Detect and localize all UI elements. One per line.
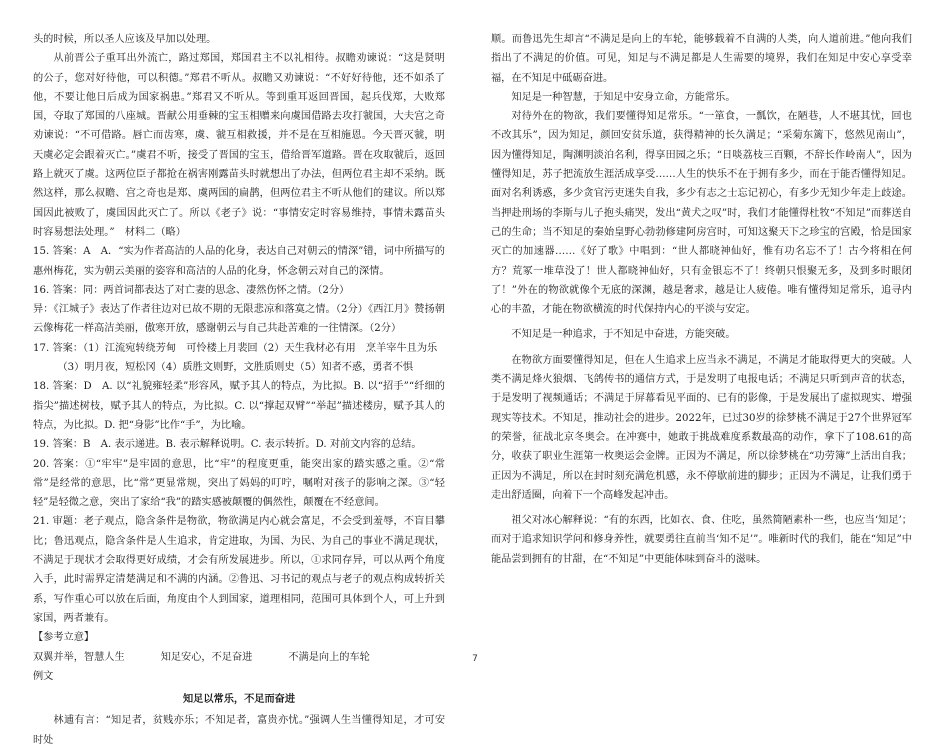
right-column <box>491 30 912 569</box>
essay-thesis-1: 知足是一种智慧，于知足中安身立命，方能常乐。 <box>511 91 736 103</box>
answer-21: 21. 审题：老子观点，隐含条件是物欲，物欲满足内心就会富足，不会受到羞辱，不盲目攀比；鲁迅观点，隐含条件是人生追求，肯定进取，为国、为民、为自己的事业不满足现状，不满足于现状才会取得更好成绩，才会有所发展进步。所以，①求同存异，可以从两个角度入手，此时需界定清楚满足和不满的内涵。②鲁迅、习书记的观点与老子的观点构成转折关系，写作重心可以放在后面，角度由个人到国家，道理相同，范围可具体到个人，可上升到家国，两者兼有。 <box>33 516 445 624</box>
essay-paragraph-2: 对待外在的物欲，我们要懂得知足常乐。“一箪食，一瓢饮，在陋巷，人不堪其忧，回也不改其乐”，因为知足，颜回安贫乐道，获得精神的长久满足；“采菊东篱下，悠然见南山”，因为懂得知足，陶渊明淡泊名利，得享田园之乐；“日啖荔枝三百颗，不辞长作岭南人”，因为懂得知足，苏子把流放生涯活成享受……人生的快乐不在于拥有多少，而在于能否懂得知足。面对名利诱惑，多少贪官污吏迷失自我，多少有志之士忘记初心，有多少无知少年走上歧途。当押赴刑场的李斯与儿子抱头痛哭，发出“黄犬之叹”时，我们才能懂得杜牧“不知足”而葬送自己的生命；当不知足的秦始皇野心勃勃修建阿房宫时，可知这聚天下之珍宝的宫殿，恰是国家灭亡的加速器……《好了歌》中唱到：“世人都晓神仙好，惟有功名忘不了！古今将相在何方？荒冢一堆草没了！世人都晓神仙好，只有金银忘不了！终朝只恨聚无多，及到多时眼闭了！”外在的物欲就像个无底的深渊，越是奢求，越是让人疲倦。唯有懂得知足常乐，追寻内心的丰盈，才能在物欲横流的时代保持内心的平淡与安定。 <box>491 111 912 316</box>
example-label: 例文 <box>33 670 54 682</box>
answer-18: 18. 答案：D A. 以“礼貌雍轻柔”形容风，赋予其人的特点，为比拟。B. 以“招手”“纤细的指尖”描述树枝，赋予其人的特点，为比拟。C. 以“撑起双臂”“举起”描述楼房，赋予其人的特点，为比拟。D. 把“身影”比作“手”，为比喻。 <box>33 381 445 431</box>
answer-19: 19. 答案：B A. 表示递进。B. 表示解释说明。C. 表示转折。D. 对前文内容的总结。 <box>33 439 422 451</box>
page-number: 7 <box>472 654 478 664</box>
essay-thesis-2: 不知足是一种追求，于不知足中奋进，方能突破。 <box>511 329 736 341</box>
answer-20: 20. 答案：①“牢牢”是牢固的意思，比“牢”的程度更重，能突出家的踏实感之重。②“常常”是经常的意思，比“常”更显常规，突出了妈妈的叮咛，嘱咐对孩子的影响之深。③“轻轻”是轻微之意，突出了家给“我”的踏实感被颠覆的偶然性，颠覆在不经意间。 <box>33 458 445 509</box>
answer-17-line2: （3）明月夜，短松冈（4）质胜文则野，文胜质则史（5）知者不惑，勇者不惧 <box>57 362 414 374</box>
translation-tail: 头的时候，所以圣人应该及早加以处理。 <box>33 34 217 45</box>
essay-opening: 林逋有言：“知足者，贫贱亦乐；不知足者，富贵亦忧。”强调人生当懂得知足，才可安时处 <box>33 715 445 746</box>
answer-15: 15. 答案：A A．“实为作者高洁的人品的化身，表达自己对朝云的情深”错，词中所描写的惠州梅花，实为朝云美丽的姿容和高洁的人品的化身，怀念朝云对自己的深情。 <box>33 246 445 277</box>
essay-paragraph-3: 在物欲方面要懂得知足，但在人生追求上应当永不满足，不满足才能取得更大的突破。人类不满足烽火狼烟、飞鸽传书的通信方式，于是发明了电报电话；不满足只听到声音的状态，于是发明了视频通话；不满足于屏幕看见平面的、已有的影像，于是发展出了虚拟现实、增强现实等技术。不知足，推动社会的进步。2022年，已过30岁的徐梦桃不满足于27个世界冠军的荣誉，征战北京冬奥会。在冲赛中，她敢于挑战难度系数最高的动作，拿下了108.61的高分，收获了职业生涯第一枚奥运会金牌。正因为不满足，所以徐梦桃在“功劳簿”上活出自我；正因为不满足，所以在封时刻充满危机感，永不停歇前进的脚步；正因为不满足，让我们勇于走出舒适圈，向着下一个高峰发起冲击。 <box>491 354 912 501</box>
theme-item: 不满是向上的车轮 <box>288 651 370 663</box>
answer-16-diff: 异：《江城子》表达了作者往边对已故不期的无限悲凉和落寞之情。（2分）《西江月》赞扬朝云像梅花一样高洁美丽，傲寒开放，感谢朝云与自己共赴苦难的一往情深。（2分） <box>33 304 445 335</box>
essay-conclusion: 祖父对冰心解释说：“有的东西，比如衣、食、住吃，虽然简陋素朴一些，也应当‘知足’；而对于追求知识学问和修身养性，就要勇往直前当‘知不足’”。唯新时代的我们，能在“知足”中能品尝到拥有的甘甜，在“不知足”中更能体味到奋斗的滋味。 <box>491 515 912 565</box>
essay-paragraph-1: 顺。而鲁迅先生却言“不满足是向上的车轮，能够载着不自满的人类，向人道前进。”他向我们指出了不满足的价值。可见，知足与不满足都是人生需要的境界，我们在知足中安心享受幸福，在不知足中砥砺奋进。 <box>491 34 912 84</box>
theme-item: 双翼并举，智慧人生 <box>33 651 125 663</box>
translation-paragraph: 从前晋公子重耳出外流亡，路过郑国，郑国君主不以礼相待。叔瞻劝谏说：“这是贤明的公子，您对好待他，可以积德。”郑君不听从。叔瞻又劝谏说：“不好好待他，还不如杀了他，不要让他日后成为国家祸患。”郑君又不听从。等到重耳返回晋国，起兵伐郑，大败郑国，夺取了郑国的八座城。晋献公用垂棘的宝玉相赠来向虞国借路去攻打虢国，大夫宫之奇劝谏说：“不可借路。唇亡而齿寒，虞、虢互相救援，并不是在互相施恩。今天晋灭虢，明天虞必定会跟着灭亡。”虞君不听，接受了晋国的宝玉，借给晋军道路。晋在攻取虢后，返回路上就灭了虞。这两位臣子都抢在祸害刚露苗头时就想出了办法，但两位君主却不采纳。既然这样，那么叔瞻、宫之奇也是郑、虞两国的扁鹊，但两位君主不听从他们的建议。所以郑国因此被败了，虞国因此灭亡了。所以《老子》说：“事情安定时容易维持，事情未露苗头时容易想法处理。” 材料二（略） <box>33 53 445 238</box>
theme-item: 知足安心，不足奋进 <box>160 651 253 663</box>
answer-17-line1: 17. 答案：（1）江流宛转绕芳甸 可怜楼上月裴回（2）天生我材必有用 烹羊宰牛且为乐 <box>33 342 438 354</box>
reference-heading: 【参考立意】 <box>33 632 95 644</box>
essay-title: 知足以常乐，不足而奋进 <box>182 693 296 706</box>
answer-16-same: 16. 答案：同：两首词都表达了对亡妻的思念、凄然伤怀之情。（2分） <box>33 284 350 296</box>
left-column <box>33 30 445 750</box>
